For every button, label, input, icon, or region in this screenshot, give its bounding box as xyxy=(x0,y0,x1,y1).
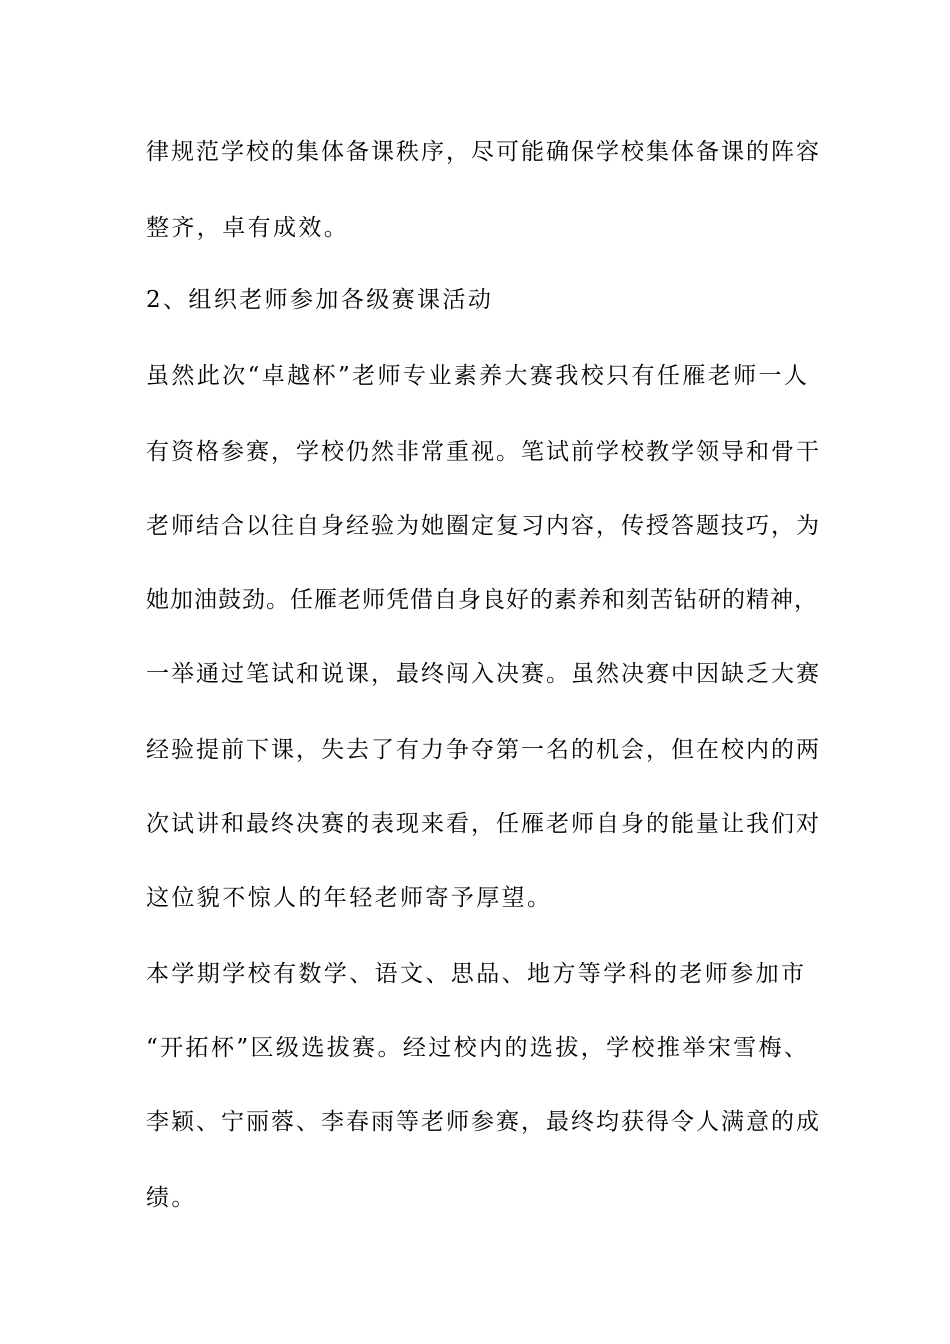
text-line: 经验提前下课，失去了有力争夺第一名的机会，但在校内的两 xyxy=(146,737,821,763)
text-line: 虽然此次“卓越杯”老师专业素养大赛我校只有任雁老师一人 xyxy=(146,363,810,389)
text-line: 次试讲和最终决赛的表现来看，任雁老师自身的能量让我们对 xyxy=(146,811,821,837)
text-line: “开拓杯”区级选拔赛。经过校内的选拔，学校推举宋雪梅、 xyxy=(146,1035,810,1061)
text-line: 整齐，卓有成效。 xyxy=(146,215,350,241)
text-line: 律规范学校的集体备课秩序，尽可能确保学校集体备课的阵容 xyxy=(146,139,821,165)
text-line: 有资格参赛，学校仍然非常重视。笔试前学校教学领导和骨干 xyxy=(146,439,821,465)
section-heading: 2、组织老师参加各级赛课活动 xyxy=(146,287,494,313)
text-line: 一举通过笔试和说课，最终闯入决赛。虽然决赛中因缺乏大赛 xyxy=(146,661,821,687)
text-line: 这位貌不惊人的年轻老师寄予厚望。 xyxy=(146,885,553,911)
text-line: 她加油鼓劲。任雁老师凭借自身良好的素养和刻苦钻研的精神， xyxy=(146,587,818,613)
text-line: 本学期学校有数学、语文、思品、地方等学科的老师参加市 xyxy=(146,961,807,987)
text-line: 绩。 xyxy=(146,1185,197,1211)
text-line: 老师结合以往自身经验为她圈定复习内容，传授答题技巧，为 xyxy=(146,513,821,539)
text-line: 李颖、宁丽蓉、李春雨等老师参赛，最终均获得令人满意的成 xyxy=(146,1109,821,1135)
